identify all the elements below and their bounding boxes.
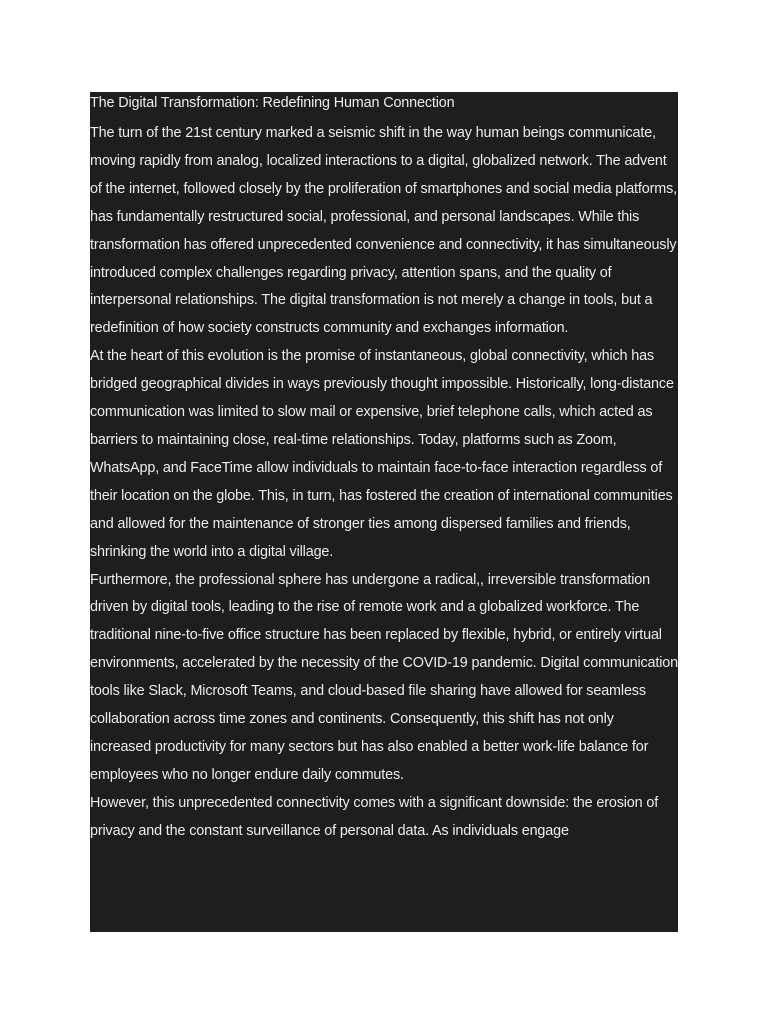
paragraph-4: However, this unprecedented connectivity comes with a significant downside: the erosion of privacy and the constant surveillance of personal data. As individuals engage	[90, 794, 659, 839]
paragraph-1: The turn of the 21st century marked a seismic shift in the way human beings communicate, moving rapidly from analog, localized interactions to a digital, globalized network. The advent of the internet, followed closely by the proliferation of smartphones and social media platforms, has fundamentally restructured social, professional, and personal landscapes. While this transformation has offered unprecedented convenience and connectivity, it has simultaneously introduced complex challenges regarding privacy, attention spans, and the quality of interpersonal relationships. The digital transformation is not merely a change in tools, but a redefinition of how society constructs community and exchanges information.	[90, 125, 677, 337]
document-text-block	[90, 92, 678, 932]
paragraph-3: Furthermore, the professional sphere has undergone a radical,, irreversible transformation driven by digital tools, leading to the rise of remote work and a globalized workforce. The traditional nine-to-five office structure has been replaced by flexible, hybrid, or entirely virtual environments, accelerated by the necessity of the COVID-19 pandemic. Digital communication tools like Slack, Microsoft Teams, and cloud-based file sharing have allowed for seamless collaboration across time zones and continents. Consequently, this shift has not only increased productivity for many sectors but has also enabled a better work-life balance for employees who no longer endure daily commutes.	[90, 571, 678, 783]
paragraph-2: At the heart of this evolution is the promise of instantaneous, global connectivity, which has bridged geographical divides in ways previously thought impossible. Historically, long-distance communication was limited to slow mail or expensive, brief telephone calls, which acted as barriers to maintaining close, real-time relationships. Today, platforms such as Zoom, WhatsApp, and FaceTime allow individuals to maintain face-to-face interaction regardless of their location on the globe. This, in turn, has fostered the creation of international communities and allowed for the maintenance of stronger ties among dispersed families and friends, shrinking the world into a digital village.	[90, 348, 674, 560]
document-title: The Digital Transformation: Redefining Human Connection	[90, 95, 455, 111]
